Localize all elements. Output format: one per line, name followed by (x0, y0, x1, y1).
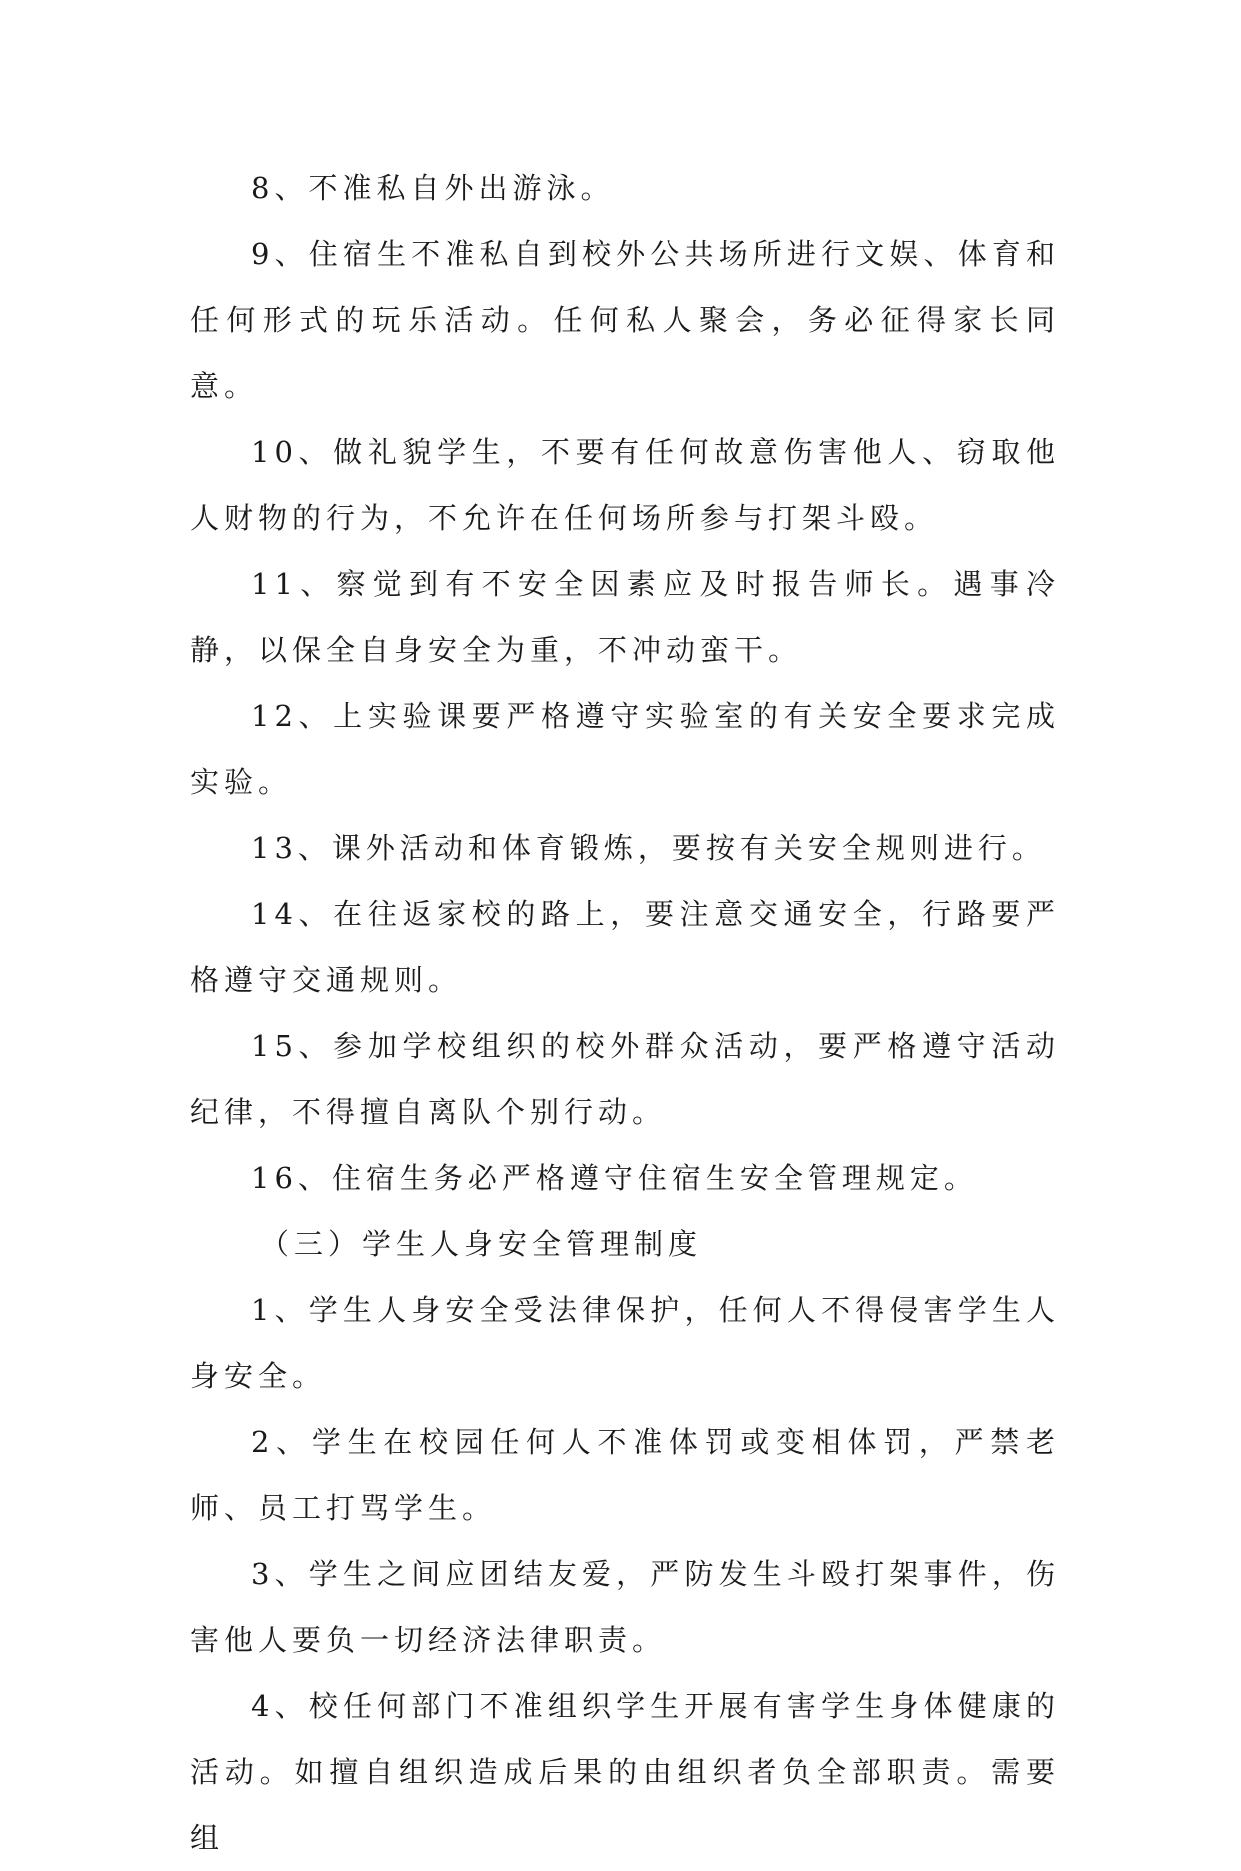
paragraph-rule-10: 10、做礼貌学生，不要有任何故意伤害他人、窃取他人财物的行为，不允许在任何场所参与打架斗殴。 (190, 435, 1060, 535)
paragraph-rule-16: 16、住宿生务必严格遵守住宿生安全管理规定。 (251, 1161, 978, 1195)
paragraph-rule-13: 13、课外活动和体育锻炼，要按有关安全规则进行。 (251, 831, 1046, 865)
paragraph-rule-11: 11、察觉到有不安全因素应及时报告师长。遇事冷静，以保全自身安全为重，不冲动蛮干。 (190, 567, 1060, 667)
paragraph-safety-1: 1、学生人身安全受法律保护，任何人不得侵害学生人身安全。 (190, 1293, 1060, 1393)
paragraph-safety-3: 3、学生之间应团结友爱，严防发生斗殴打架事件，伤害他人要负一切经济法律职责。 (190, 1557, 1060, 1657)
paragraph-rule-15: 15、参加学校组织的校外群众活动，要严格遵守活动纪律，不得擅自离队个别行动。 (190, 1029, 1060, 1129)
paragraph-safety-2: 2、学生在校园任何人不准体罚或变相体罚，严禁老师、员工打骂学生。 (190, 1425, 1060, 1525)
paragraph-rule-8: 8、不准私自外出游泳。 (251, 171, 615, 205)
paragraph-rule-9: 9、住宿生不准私自到校外公共场所进行文娱、体育和任何形式的玩乐活动。任何私人聚会，务必征得家长同意。 (190, 237, 1060, 403)
section-heading: （三）学生人身安全管理制度 (260, 1227, 703, 1261)
document-body (190, 155, 1060, 1871)
paragraph-rule-12: 12、上实验课要严格遵守实验室的有关安全要求完成实验。 (190, 699, 1060, 799)
paragraph-rule-14: 14、在往返家校的路上，要注意交通安全，行路要严格遵守交通规则。 (190, 897, 1060, 997)
paragraph-safety-4: 4、校任何部门不准组织学生开展有害学生身体健康的活动。如擅自组织造成后果的由组织者负全部职责。需要组 (190, 1689, 1060, 1855)
